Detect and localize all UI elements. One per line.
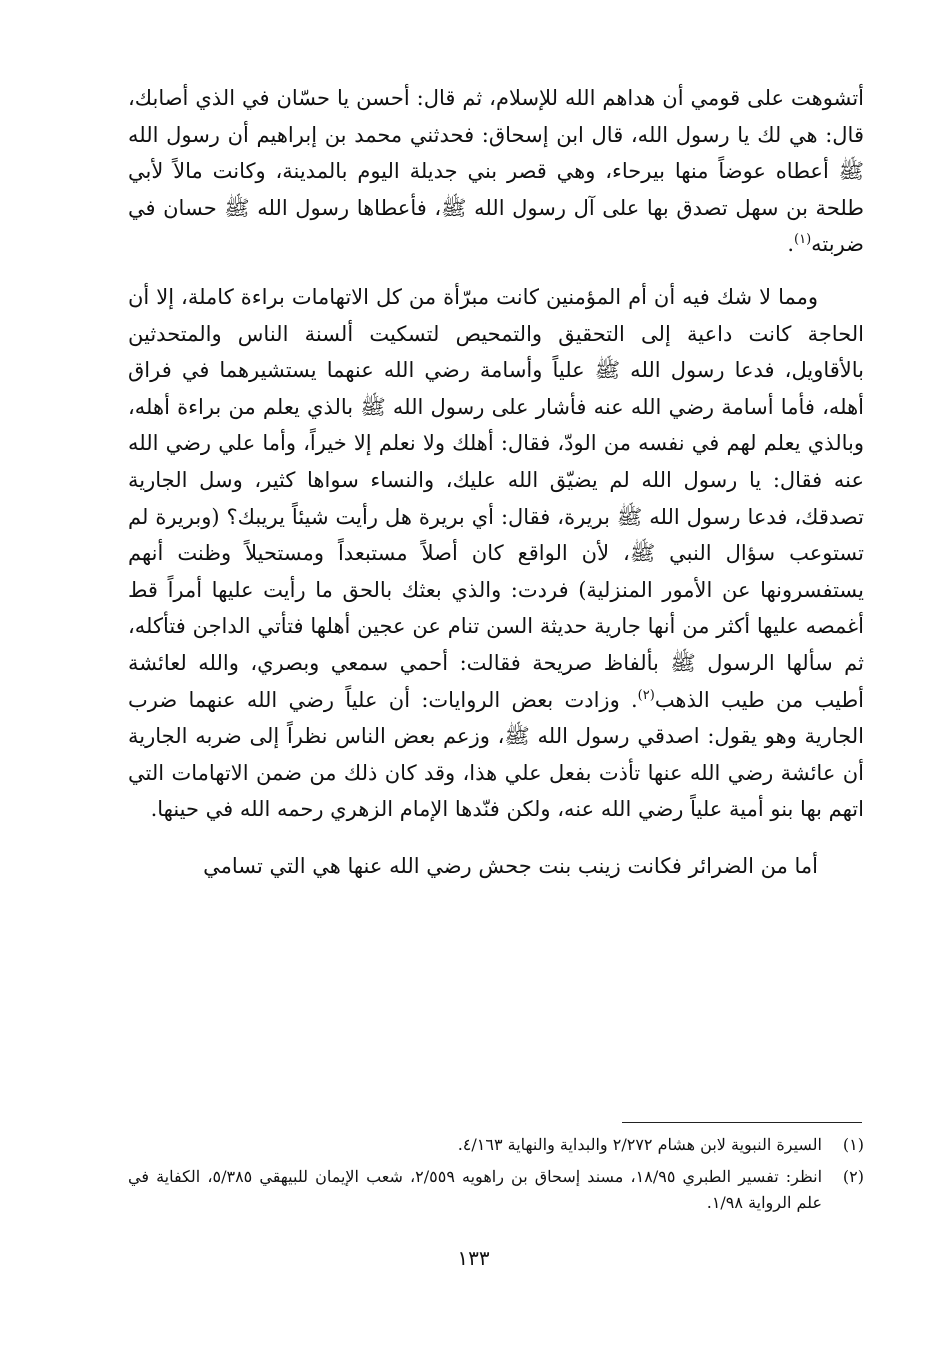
footnote-ref-2: (٢) [637,687,655,703]
footnote-separator [622,1122,862,1123]
main-text [128,80,864,884]
footnote-1 [128,1132,864,1158]
footnote-2-number: (٢) [842,1167,864,1186]
paragraph-1 [128,80,864,263]
paragraph-1-tail: . [787,232,794,257]
page-number: ١٣٣ [457,1246,490,1270]
footnote-1-text: السيرة النبوية لابن هشام ٢/٢٧٢ والبداية والنهاية ٤/١٦٣. [457,1135,822,1154]
footnote-2-text: انظر: تفسير الطبري ١٨/٩٥، مسند إسحاق بن راهويه ٢/٥٥٩، شعب الإيمان للبيهقي ٥/٣٨٥، الكفاية في علم الرواية ١/٩٨. [128,1167,823,1212]
paragraph-1-text: أتشوهت على قومي أن هداهم الله للإسلام، ثم قال: أحسن يا حسّان في الذي أصابك، قال: هي لك يا رسول الله، قال ابن إسحاق: فحدثني محمد بن إبراهيم أن رسول الله ﷺ أعطاه عوضاً منها بيرحاء، وهي قصر بني جديلة اليوم بالمدينة، وكانت مالاً لأبي طلحة بن سهل تصدق بها على آل رسول الله ﷺ، فأعطاها رسول الله ﷺ حسان في ضربته [128,86,864,257]
footnotes [128,1132,864,1222]
paragraph-2-text: ومما لا شك فيه أن أم المؤمنين كانت مبرّأة من كل الاتهامات براءة كاملة، إلا أن الحاجة كانت داعية إلى التحقيق والتمحيص لتسكيت ألسنة الناس والمتحدثين بالأقاويل، فدعا رسول الله ﷺ علياً وأسامة رضي الله عنهما يستشيرهما في فراق أهله، فأما أسامة رضي الله عنه فأشار على رسول الله ﷺ بالذي يعلم من براءة أهله، وبالذي يعلم لهم في نفسه من الودّ، فقال: أهلك ولا نعلم إلا خيراً، وأما علي رضي الله عنه فقال: يا رسول الله لم يضيّق الله عليك، والنساء سواها كثير، وسل الجارية تصدقك، فدعا رسول الله ﷺ بريرة، فقال: أي بريرة هل رأيت شيئاً يريبك؟ (وبريرة لم تستوعب سؤال النبي ﷺ، لأن الواقع كان أصلاً مستبعداً ومستحيلاً وظنت أنهم يستفسرونها عن الأمور المنزلية) فردت: والذي بعثك بالحق ما رأيت عليها أمراً قط أغمصه عليها أكثر من أنها جارية حديثة السن تنام عن عجين أهلها فتأتي الداجن فتأكله، ثم سألها الرسول ﷺ بألفاظ صريحة فقالت: أحمي سمعي وبصري، والله لعائشة أطيب من طيب الذهب [128,284,865,712]
footnote-2 [128,1164,864,1216]
paragraph-2-tail: . وزادت بعض الروايات: أن علياً رضي الله عنهما ضرب الجارية وهو يقول: اصدقي رسول الله ﷺ، وزعم بعض الناس نظراً إلى ضربه الجارية أن عائشة رضي الله عنها تأذت بفعل علي هذا، وقد كان ذلك من ضمن الاتهامات التي اتهم بها بنو أمية علياً رضي الله عنه، ولكن فنّدها الإمام الزهري رحمه الله في حينها. [128,687,864,822]
paragraph-3-text: أما من الضرائر فكانت زينب بنت جحش رضي الله عنها هي التي تسامي [203,853,818,878]
footnote-1-number: (١) [842,1135,864,1154]
paragraph-3 [128,848,864,885]
paragraph-2 [128,279,864,828]
footnote-ref-1: (١) [794,232,812,248]
